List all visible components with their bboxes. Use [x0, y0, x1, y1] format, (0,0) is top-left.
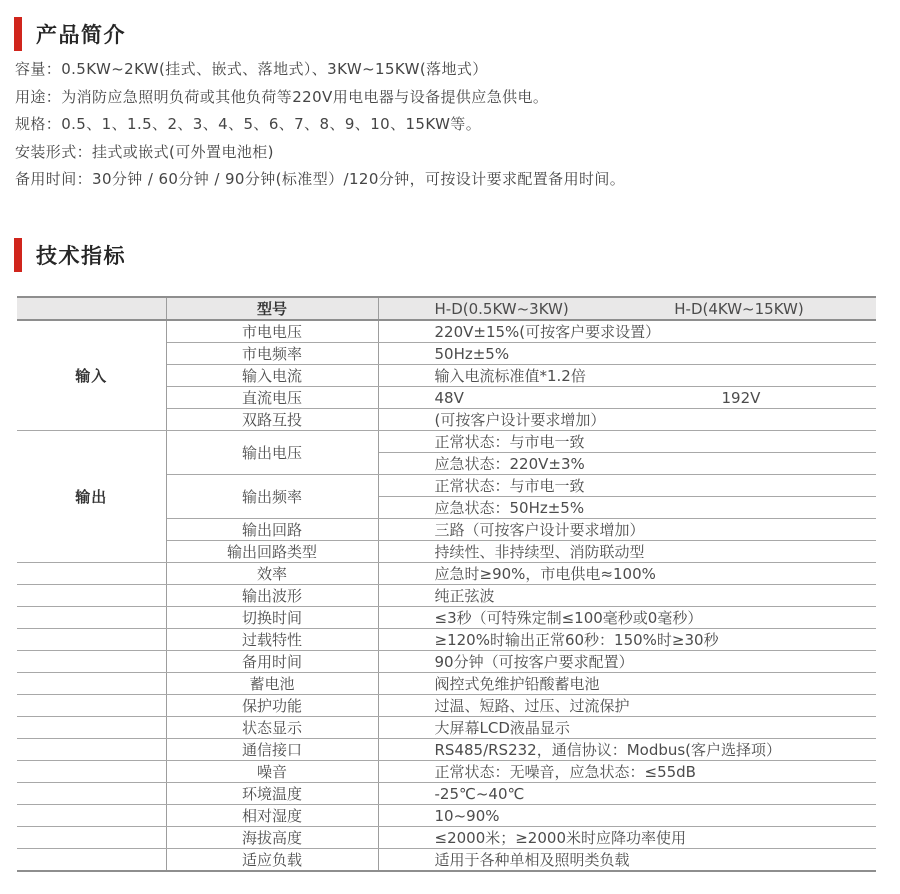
spec-name-cell: 噪音 — [166, 761, 378, 783]
intro-line-backup-time: 备用时间：30分钟 / 60分钟 / 90分钟(标准型）/120分钟，可按设计要求配置备用时间。 — [15, 170, 626, 188]
spec-value-cell: 50Hz±5% — [378, 343, 876, 365]
spec-name-cell: 状态显示 — [166, 717, 378, 739]
spec-name-cell: 蓄电池 — [166, 673, 378, 695]
spec-name-cell: 相对湿度 — [166, 805, 378, 827]
group-cell-empty — [17, 739, 166, 761]
group-cell-empty — [17, 783, 166, 805]
spec-value-cell: ≤2000米；≥2000米时应降功率使用 — [378, 827, 876, 849]
header-model-cell — [378, 297, 876, 320]
specs-table — [17, 296, 876, 872]
spec-name-cell: 市电频率 — [166, 343, 378, 365]
specs-heading-text: 技术指标 — [36, 244, 126, 268]
spec-name-cell: 直流电压 — [166, 387, 378, 409]
table-row — [17, 585, 876, 607]
spec-value-cell: 过温、短路、过压、过流保护 — [378, 695, 876, 717]
spec-name-cell: 备用时间 — [166, 651, 378, 673]
table-row — [17, 607, 876, 629]
table-row — [17, 563, 876, 585]
header-model-b: H-D(4KW~15KW) — [674, 299, 804, 318]
spec-value-cell: 10~90% — [378, 805, 876, 827]
group-cell-empty — [17, 695, 166, 717]
table-header-row — [17, 297, 876, 320]
spec-name-cell: 市电电压 — [166, 320, 378, 343]
spec-value-cell: 应急状态：220V±3% — [378, 453, 876, 475]
specs-section-heading — [14, 238, 126, 272]
spec-name-cell: 输出回路类型 — [166, 541, 378, 563]
spec-name-cell: 输出频率 — [166, 475, 378, 519]
table-row — [17, 673, 876, 695]
spec-name-cell: 输出波形 — [166, 585, 378, 607]
group-cell-empty — [17, 673, 166, 695]
table-row — [17, 629, 876, 651]
spec-value-cell: 应急时≥90%，市电供电≈100% — [378, 563, 876, 585]
header-model-label: 型号 — [166, 297, 378, 320]
table-row — [17, 320, 876, 343]
group-cell-empty — [17, 761, 166, 783]
specs-table-body — [17, 320, 876, 871]
red-accent-bar — [14, 17, 22, 51]
spec-value-cell: 应急状态：50Hz±5% — [378, 497, 876, 519]
table-row — [17, 761, 876, 783]
spec-name-cell: 海拔高度 — [166, 827, 378, 849]
intro-line-capacity: 容量：0.5KW~2KW(挂式、嵌式、落地式）、3KW~15KW(落地式） — [15, 60, 488, 78]
spec-value-cell: 正常状态：与市电一致 — [378, 475, 876, 497]
table-row — [17, 717, 876, 739]
group-cell: 输出 — [17, 431, 166, 563]
table-row — [17, 805, 876, 827]
spec-name-cell: 输出回路 — [166, 519, 378, 541]
spec-value-cell: 阀控式免维护铅酸蓄电池 — [378, 673, 876, 695]
table-row — [17, 431, 876, 453]
group-cell-empty — [17, 717, 166, 739]
spec-value-cell: -25℃~40℃ — [378, 783, 876, 805]
table-row — [17, 783, 876, 805]
spec-value-a: 48V — [434, 388, 464, 407]
intro-heading-text: 产品简介 — [36, 23, 126, 47]
spec-value-cell: 适用于各种单相及照明类负载 — [378, 849, 876, 872]
spec-value-cell: 正常状态：与市电一致 — [378, 431, 876, 453]
group-cell-empty — [17, 563, 166, 585]
spec-value-cell: 90分钟（可按客户要求配置） — [378, 651, 876, 673]
spec-name-cell: 效率 — [166, 563, 378, 585]
group-cell: 输入 — [17, 320, 166, 431]
spec-name-cell: 通信接口 — [166, 739, 378, 761]
intro-section-heading — [14, 17, 126, 51]
intro-line-installation: 安装形式：挂式或嵌式(可外置电池柜) — [15, 142, 274, 161]
spec-value-cell: 输入电流标准值*1.2倍 — [378, 365, 876, 387]
red-accent-bar — [14, 238, 22, 272]
spec-name-cell: 双路互投 — [166, 409, 378, 431]
spec-value-cell: 纯正弦波 — [378, 585, 876, 607]
spec-name-cell: 输出电压 — [166, 431, 378, 475]
intro-line-usage: 用途：为消防应急照明负荷或其他负荷等220V用电电器与设备提供应急供电。 — [15, 87, 549, 106]
table-row — [17, 849, 876, 872]
spec-value-cell: 三路（可按客户设计要求增加） — [378, 519, 876, 541]
group-cell-empty — [17, 607, 166, 629]
group-cell-empty — [17, 827, 166, 849]
table-row — [17, 739, 876, 761]
table-row — [17, 827, 876, 849]
spec-name-cell: 保护功能 — [166, 695, 378, 717]
intro-paragraph — [15, 56, 885, 194]
spec-value-cell: 正常状态：无噪音，应急状态：≤55dB — [378, 761, 876, 783]
spec-value-b: 192V — [721, 388, 761, 407]
spec-value-cell: ≥120%时输出正常60秒：150%时≥30秒 — [378, 629, 876, 651]
spec-name-cell: 切换时间 — [166, 607, 378, 629]
group-cell-empty — [17, 805, 166, 827]
spec-name-cell: 过载特性 — [166, 629, 378, 651]
header-empty-cell — [17, 297, 166, 320]
spec-value-cell: 220V±15%(可按客户要求设置） — [378, 320, 876, 343]
spec-name-cell: 适应负载 — [166, 849, 378, 872]
table-row — [17, 651, 876, 673]
group-cell-empty — [17, 651, 166, 673]
spec-name-cell: 输入电流 — [166, 365, 378, 387]
intro-line-spec: 规格：0.5、1、1.5、2、3、4、5、6、7、8、9、10、15KW等。 — [15, 115, 482, 133]
group-cell-empty — [17, 629, 166, 651]
group-cell-empty — [17, 849, 166, 872]
spec-value-cell: RS485/RS232，通信协议：Modbus(客户选择项） — [378, 739, 876, 761]
spec-value-cell: (可按客户设计要求增加） — [378, 409, 876, 431]
group-cell-empty — [17, 585, 166, 607]
spec-value-cell — [378, 387, 876, 409]
spec-value-cell: ≤3秒（可特殊定制≤100毫秒或0毫秒） — [378, 607, 876, 629]
spec-name-cell: 环境温度 — [166, 783, 378, 805]
header-model-a: H-D(0.5KW~3KW) — [434, 299, 569, 318]
spec-value-cell: 大屏幕LCD液晶显示 — [378, 717, 876, 739]
table-row — [17, 695, 876, 717]
spec-value-cell: 持续性、非持续型、消防联动型 — [378, 541, 876, 563]
